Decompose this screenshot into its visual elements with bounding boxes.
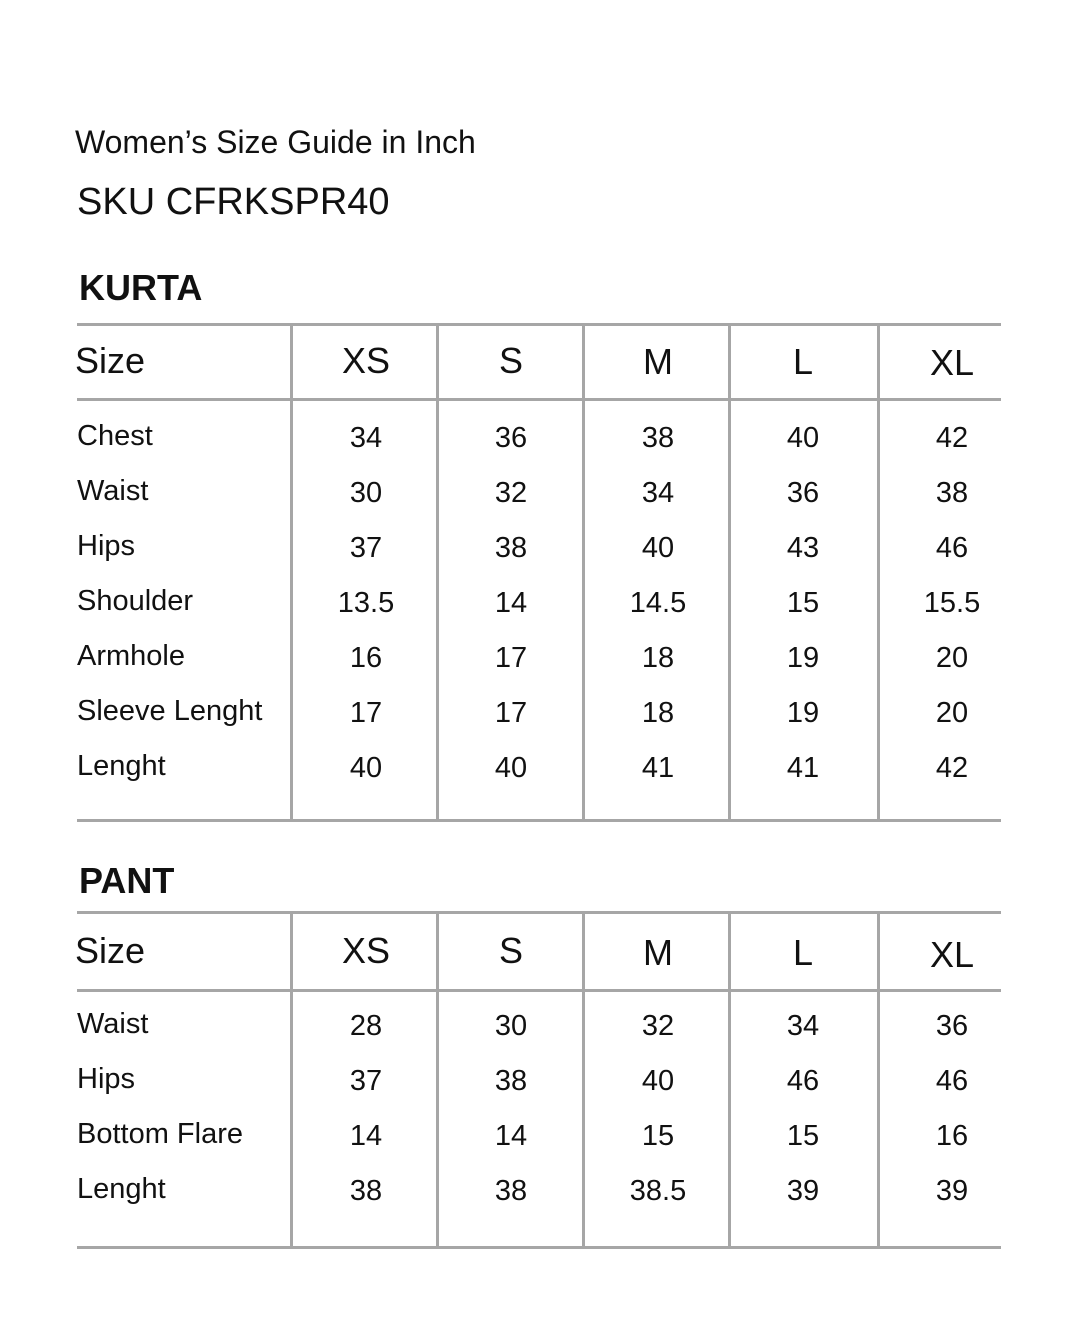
pant-cell: 32: [641, 1010, 675, 1042]
kurta-cell: 32: [494, 477, 528, 509]
pant-section-title: PANT: [79, 860, 175, 901]
pant-top-rule: [77, 911, 1001, 914]
kurta-cell: 41: [641, 752, 675, 784]
kurta-cell: 18: [641, 642, 675, 674]
pant-cell: 46: [935, 1065, 969, 1097]
pant-cell: 30: [494, 1010, 528, 1042]
kurta-cell: 14: [494, 587, 528, 619]
kurta-cell: 41: [786, 752, 820, 784]
kurta-cell: 18: [641, 697, 675, 729]
kurta-cell: 40: [494, 752, 528, 784]
pant-cell: 40: [641, 1065, 675, 1097]
pant-cell: 14: [349, 1120, 383, 1152]
kurta-row-label: Shoulder: [77, 585, 194, 617]
kurta-column-divider: [877, 323, 880, 819]
sku-label: SKU CFRKSPR40: [77, 181, 390, 223]
pant-size-table: [75, 911, 1001, 1252]
pant-column-divider: [436, 911, 439, 1246]
pant-bottom-rule: [77, 1246, 1001, 1249]
kurta-cell: 38: [641, 422, 675, 454]
kurta-row-label: Chest: [77, 420, 153, 452]
pant-column-divider: [728, 911, 731, 1246]
pant-header-xs: XS: [341, 930, 391, 971]
kurta-cell: 15: [786, 587, 820, 619]
kurta-column-divider: [582, 323, 585, 819]
kurta-section-title: KURTA: [79, 267, 203, 308]
kurta-row-label: Hips: [77, 530, 136, 562]
kurta-header-rule: [77, 398, 1001, 401]
kurta-cell: 43: [786, 532, 820, 564]
pant-cell: 28: [349, 1010, 383, 1042]
pant-cell: 15: [641, 1120, 675, 1152]
kurta-cell: 46: [935, 532, 969, 564]
kurta-column-divider: [728, 323, 731, 819]
kurta-header-xl: XL: [929, 342, 975, 383]
kurta-header-m: M: [643, 341, 673, 382]
pant-cell: 38: [494, 1175, 528, 1207]
kurta-cell: 14.5: [629, 587, 687, 619]
kurta-top-rule: [77, 323, 1001, 326]
kurta-row-label: Lenght: [77, 750, 166, 782]
pant-column-divider: [290, 911, 293, 1246]
pant-row-label: Waist: [77, 1008, 149, 1040]
pant-cell: 39: [935, 1175, 969, 1207]
kurta-cell: 17: [494, 642, 528, 674]
kurta-cell: 37: [349, 532, 383, 564]
pant-header-m: M: [643, 932, 673, 973]
guide-title: Women’s Size Guide in Inch: [75, 124, 476, 160]
pant-header-size: Size: [75, 930, 146, 971]
kurta-header-l: L: [792, 341, 814, 382]
pant-cell: 38: [349, 1175, 383, 1207]
kurta-cell: 15.5: [923, 587, 981, 619]
pant-cell: 39: [786, 1175, 820, 1207]
kurta-cell: 40: [786, 422, 820, 454]
pant-row-label: Hips: [77, 1063, 136, 1095]
kurta-row-label: Sleeve Lenght: [77, 695, 263, 727]
pant-header-xl: XL: [929, 934, 975, 975]
kurta-cell: 16: [349, 642, 383, 674]
kurta-cell: 42: [935, 422, 969, 454]
kurta-cell: 38: [494, 532, 528, 564]
kurta-column-divider: [290, 323, 293, 819]
pant-column-divider: [877, 911, 880, 1246]
pant-cell: 46: [786, 1065, 820, 1097]
pant-column-divider: [582, 911, 585, 1246]
pant-cell: 14: [494, 1120, 528, 1152]
kurta-size-table: [75, 323, 1001, 825]
kurta-cell: 36: [494, 422, 528, 454]
kurta-cell: 34: [349, 422, 383, 454]
kurta-cell: 19: [786, 642, 820, 674]
kurta-header-size: Size: [75, 340, 146, 381]
kurta-cell: 38: [935, 477, 969, 509]
kurta-cell: 20: [935, 697, 969, 729]
kurta-cell: 19: [786, 697, 820, 729]
pant-cell: 15: [786, 1120, 820, 1152]
pant-cell: 16: [935, 1120, 969, 1152]
kurta-cell: 30: [349, 477, 383, 509]
kurta-row-label: Waist: [77, 475, 149, 507]
kurta-row-label: Armhole: [77, 640, 185, 672]
pant-cell: 37: [349, 1065, 383, 1097]
pant-cell: 34: [786, 1010, 820, 1042]
pant-row-label: Lenght: [77, 1173, 166, 1205]
kurta-column-divider: [436, 323, 439, 819]
pant-cell: 38.5: [629, 1175, 687, 1207]
kurta-cell: 20: [935, 642, 969, 674]
pant-cell: 36: [935, 1010, 969, 1042]
pant-header-rule: [77, 989, 1001, 992]
kurta-cell: 13.5: [337, 587, 395, 619]
kurta-cell: 40: [349, 752, 383, 784]
kurta-cell: 36: [786, 477, 820, 509]
kurta-cell: 17: [494, 697, 528, 729]
kurta-header-xs: XS: [341, 340, 391, 381]
pant-cell: 38: [494, 1065, 528, 1097]
kurta-header-s: S: [498, 340, 524, 381]
kurta-cell: 17: [349, 697, 383, 729]
pant-row-label: Bottom Flare: [77, 1118, 243, 1150]
kurta-cell: 34: [641, 477, 675, 509]
kurta-bottom-rule: [77, 819, 1001, 822]
pant-header-l: L: [792, 932, 814, 973]
kurta-cell: 42: [935, 752, 969, 784]
kurta-cell: 40: [641, 532, 675, 564]
pant-header-s: S: [498, 930, 524, 971]
